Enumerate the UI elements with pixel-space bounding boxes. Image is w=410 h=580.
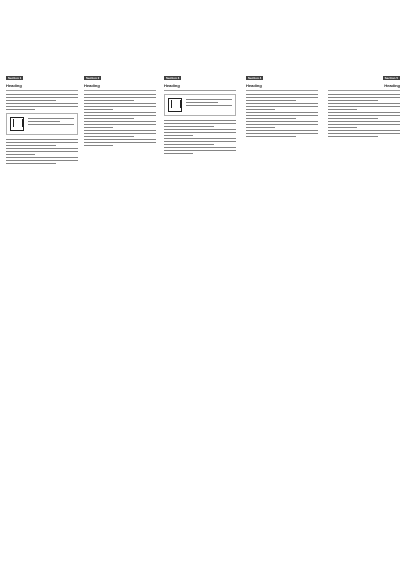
- column-2-line: [84, 133, 156, 134]
- column-4-section-label: Section 4: [248, 76, 262, 80]
- column-2-line: [84, 145, 113, 146]
- column-5-line: [328, 133, 400, 134]
- column-4-line: [246, 130, 318, 131]
- column-4-line: [246, 118, 296, 119]
- warning-line: [186, 105, 232, 106]
- column-1-line: [6, 109, 35, 110]
- column-1-line: [6, 151, 78, 152]
- column-5-line: [328, 94, 400, 95]
- column-2-divider: [84, 90, 156, 91]
- column-2-section-label: Section 2: [86, 76, 100, 80]
- column-3-line: [164, 150, 236, 151]
- column-5-line: [328, 100, 378, 101]
- column-1-heading: Heading: [6, 83, 22, 88]
- column-1-line: [6, 103, 78, 104]
- column-4-line: [246, 136, 296, 137]
- column-2: [84, 76, 156, 546]
- column-2-line: [84, 109, 113, 110]
- column-1: [6, 76, 78, 546]
- column-5-line: [328, 130, 400, 131]
- column-4-line: [246, 106, 318, 107]
- column-2-line: [84, 94, 156, 95]
- column-4-line: [246, 109, 275, 110]
- column-1-line: [6, 163, 56, 164]
- column-1-line: [6, 106, 78, 107]
- column-2-line: [84, 106, 156, 107]
- column-3-divider: [164, 90, 236, 91]
- column-4-line: [246, 97, 318, 98]
- column-1-line: [6, 142, 78, 143]
- column-2-line: [84, 142, 156, 143]
- column-3-section-label: Section 3: [166, 76, 180, 80]
- column-1-line: [6, 157, 78, 158]
- column-1-line: [6, 160, 78, 161]
- column-3: [164, 76, 236, 546]
- column-3-line: [164, 120, 236, 121]
- warning-text-block: [28, 117, 74, 127]
- column-5-line: [328, 103, 400, 104]
- warning-line: [186, 102, 218, 103]
- column-1-divider: [6, 90, 78, 91]
- column-5-heading: Heading: [384, 83, 400, 88]
- column-5-line: [328, 109, 357, 110]
- column-2-line: [84, 97, 156, 98]
- column-5-line: [328, 112, 400, 113]
- column-1-line: [6, 154, 35, 155]
- column-4-line: [246, 127, 275, 128]
- column-3-spacer: [164, 156, 236, 160]
- column-1-section-label: Section 1: [8, 76, 22, 80]
- column-4-line: [246, 124, 318, 125]
- warning-icon: [10, 117, 24, 131]
- column-5-line: [328, 124, 400, 125]
- warning-line: [186, 99, 232, 100]
- column-2-line: [84, 112, 156, 113]
- column-2-line: [84, 103, 156, 104]
- column-1-line: [6, 100, 56, 101]
- column-3-line: [164, 141, 236, 142]
- column-3-line: [164, 135, 193, 136]
- column-4: [246, 76, 318, 546]
- column-3-line: [164, 123, 236, 124]
- column-5-line: [328, 118, 378, 119]
- column-2-line: [84, 118, 134, 119]
- column-4-line: [246, 94, 318, 95]
- column-1-spacer: [6, 166, 78, 170]
- column-1-line: [6, 97, 78, 98]
- column-3-line: [164, 129, 236, 130]
- column-2-line: [84, 127, 113, 128]
- column-3-line: [164, 147, 236, 148]
- column-2-line: [84, 124, 156, 125]
- column-2-line: [84, 121, 156, 122]
- column-2-line: [84, 136, 134, 137]
- column-3-line: [164, 144, 214, 145]
- column-4-line: [246, 100, 296, 101]
- column-3-line: [164, 138, 236, 139]
- column-1-line: [6, 139, 78, 140]
- column-4-line: [246, 115, 318, 116]
- column-1-line: [6, 145, 56, 146]
- column-5-line: [328, 115, 400, 116]
- column-5-section-label: Section 5: [384, 76, 398, 80]
- column-4-line: [246, 133, 318, 134]
- column-5: [328, 76, 400, 546]
- column-3-line: [164, 153, 193, 154]
- column-3-line: [164, 126, 214, 127]
- column-2-spacer: [84, 148, 156, 152]
- column-4-line: [246, 103, 318, 104]
- warning-line: [28, 118, 74, 119]
- column-4-spacer: [246, 139, 318, 143]
- column-2-line: [84, 130, 156, 131]
- column-4-heading: Heading: [246, 83, 262, 88]
- column-3-heading: Heading: [164, 83, 180, 88]
- column-2-line: [84, 100, 134, 101]
- column-4-line: [246, 112, 318, 113]
- column-5-line: [328, 136, 378, 137]
- warning-icon: [168, 98, 182, 112]
- warning-text-block: [186, 98, 232, 108]
- column-5-spacer: [328, 139, 400, 143]
- column-4-divider: [246, 90, 318, 91]
- column-2-line: [84, 115, 156, 116]
- column-3-line: [164, 132, 236, 133]
- column-1-line: [6, 94, 78, 95]
- column-3-warning-box: [164, 94, 236, 116]
- column-2-heading: Heading: [84, 83, 100, 88]
- warning-line: [28, 124, 74, 125]
- column-1-warning-box: [6, 113, 78, 135]
- column-2-line: [84, 139, 156, 140]
- column-1-line: [6, 148, 78, 149]
- column-5-line: [328, 97, 400, 98]
- column-5-line: [328, 106, 400, 107]
- column-5-line: [328, 121, 400, 122]
- warning-line: [28, 121, 60, 122]
- column-4-line: [246, 121, 318, 122]
- column-5-line: [328, 127, 357, 128]
- column-5-divider: [328, 90, 400, 91]
